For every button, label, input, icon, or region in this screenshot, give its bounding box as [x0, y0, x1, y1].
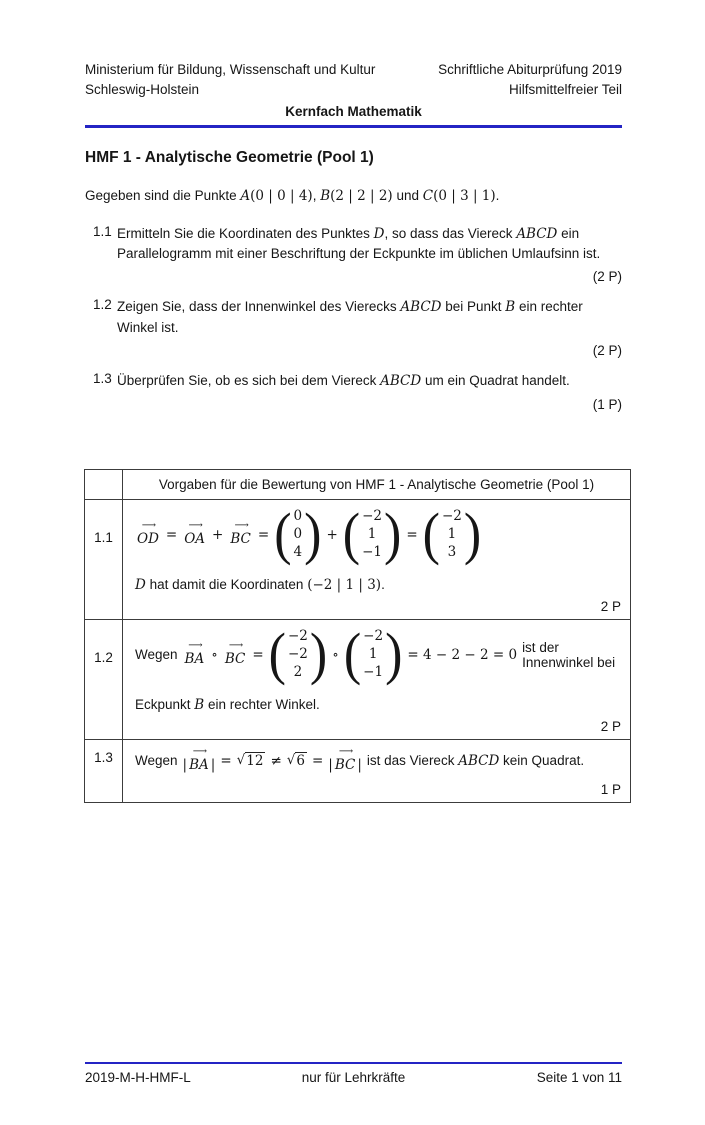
column-vector: ( 0 0 4 ): [274, 502, 322, 567]
footer-page-number: Seite 1 von 11: [536, 1070, 622, 1085]
paren-left: (: [422, 502, 440, 567]
task-points: (1 P): [592, 396, 622, 412]
vector-BA: ⟶ BA: [187, 748, 211, 773]
column-vector: ( −2 1 −1 ): [342, 502, 402, 567]
paren-left: (: [343, 622, 362, 687]
solution-text: ist das Viereck ABCD kein Quadrat.: [366, 752, 585, 769]
task-list: [85, 224, 622, 415]
square-root: √ 12: [236, 752, 264, 770]
radical-icon: √: [286, 752, 296, 769]
equals-sign: =: [165, 526, 178, 543]
plus-sign: +: [212, 526, 224, 543]
task-number: 1.3: [93, 371, 112, 387]
table-header-title: Vorgaben für die Bewertung von HMF 1 - Analytische Geometrie (Pool 1): [158, 477, 595, 493]
paren-right: ): [304, 502, 322, 567]
paren-right: ): [383, 502, 402, 567]
abs-bar: |: [328, 757, 333, 774]
task-number: 1.1: [93, 223, 112, 239]
header-subject: Kernfach Mathematik: [285, 104, 422, 120]
task-item-1-3: [85, 371, 622, 392]
column-vector: ( −2 1 3 ): [422, 502, 482, 567]
radical-icon: √: [236, 752, 246, 769]
vector-arrow-icon: ⟶: [192, 746, 208, 758]
paren-right: ): [309, 622, 328, 687]
scalar-product-result: = 4 − 2 − 2 = 0: [407, 646, 518, 663]
circle-operator: ∘: [332, 646, 339, 663]
footer-center: nur für Lehrkräfte: [301, 1070, 406, 1085]
header-left-line1: Ministerium für Bildung, Wissenschaft und Kultur: [85, 62, 376, 77]
vector-arrow-icon: ⟶: [234, 520, 249, 532]
paren-left: (: [268, 622, 286, 687]
paren-right: ): [463, 502, 482, 567]
task-item-1-1: [85, 224, 622, 264]
formula-suffix-text: ist der Innenwinkel bei: [522, 639, 616, 670]
task-text: Ermitteln Sie die Koordinaten des Punktes D, so dass das Viereck ABCD ein Parallelogramm mit einer Beschriftung der Eckpunkte im üblichen Umlaufsinn ist.: [117, 225, 601, 262]
paren-right: ): [385, 622, 403, 687]
paren-left: (: [274, 502, 292, 567]
formula-prefix-text: Wegen: [135, 647, 178, 663]
vector-arrow-icon: ⟶: [141, 520, 157, 532]
points-label: 2 P: [600, 719, 621, 735]
solution-text: D hat damit die Koordinaten (−2 | 1 | 3).: [135, 576, 385, 593]
formula-prefix-text: Wegen: [135, 753, 178, 769]
page-title: HMF 1 - Analytische Geometrie (Pool 1): [85, 149, 374, 167]
row-number: 1.1: [94, 530, 113, 546]
header-right-line2: Hilfsmittelfreier Teil: [508, 81, 622, 97]
vector-arrow-icon: ⟶: [338, 746, 354, 758]
equals-sign: =: [220, 752, 232, 769]
vector-BC: ⟶ BC: [223, 642, 248, 667]
page-header: [85, 60, 622, 128]
task-text: Überprüfen Sie, ob es sich bei dem Viereck ABCD um ein Quadrat handelt.: [117, 373, 570, 390]
table-row: [85, 500, 631, 620]
table-header-corner-cell: [85, 470, 123, 500]
solution-text: Eckpunkt B ein rechter Winkel.: [135, 696, 320, 713]
row-number-cell: [85, 500, 123, 620]
table-header-row: [85, 470, 631, 500]
column-vector: ( −2 1 −1 ): [343, 622, 403, 687]
header-left-line2: Schleswig-Holstein: [85, 81, 200, 97]
vector-OD: ⟶ OD: [135, 522, 161, 547]
vector-BA: ⟶ BA: [183, 642, 207, 667]
abs-bar: |: [210, 757, 216, 774]
vector-BC: ⟶ BC: [228, 522, 253, 547]
solution-cell: [123, 740, 631, 803]
row-number: 1.3: [94, 750, 113, 766]
header-rule: [85, 125, 622, 128]
row-number-cell: [85, 740, 123, 803]
vector-arrow-icon: ⟶: [228, 640, 244, 652]
row-number-cell: [85, 620, 123, 740]
formula-row-1-3: [135, 746, 621, 773]
abs-bar: |: [182, 757, 188, 774]
task-item-1-2: [85, 297, 622, 337]
formula-row-1-1: [135, 502, 621, 567]
points-label: 2 P: [600, 599, 621, 615]
table-header-cell: [123, 470, 631, 500]
table-row: [85, 740, 631, 803]
task-points: (2 P): [592, 342, 622, 358]
footer-document-code: 2019-M-H-HMF-L: [85, 1070, 191, 1085]
equals-sign: =: [311, 752, 324, 769]
task-points: (2 P): [592, 268, 622, 284]
column-vector: ( −2 −2 2 ): [268, 622, 328, 687]
task-text: Zeigen Sie, dass der Innenwinkel des Vierecks ABCD bei Punkt B ein rechter Winkel ist.: [117, 299, 583, 335]
vector-arrow-icon: ⟶: [188, 640, 203, 652]
equals-sign: =: [406, 526, 418, 543]
intro-paragraph: Gegeben sind die Punkte A(0 | 0 | 4), B(2 | 2 | 2) und C(0 | 3 | 1).: [85, 188, 500, 205]
paren-left: (: [342, 502, 361, 567]
header-right-line1: Schriftliche Abiturprüfung 2019: [438, 62, 622, 77]
table-row: [85, 620, 631, 740]
solution-cell: [123, 620, 631, 740]
not-equal-sign: ≠: [270, 752, 282, 769]
assessment-table: [84, 469, 631, 803]
task-number: 1.2: [93, 297, 112, 313]
equals-sign: =: [252, 646, 264, 663]
equals-sign: =: [257, 526, 270, 543]
header-left: [85, 60, 375, 99]
vector-OA: ⟶ OA: [182, 522, 207, 547]
page-footer: [85, 1062, 622, 1088]
points-label: 1 P: [600, 782, 621, 798]
solution-cell: [123, 500, 631, 620]
header-right: [438, 60, 622, 99]
row-number: 1.2: [94, 650, 113, 666]
abs-bar: |: [357, 757, 362, 774]
vector-BC: ⟶ BC: [333, 748, 358, 773]
circle-operator: ∘: [211, 646, 218, 663]
square-root: √ 6: [286, 752, 305, 770]
formula-row-1-2: [135, 622, 621, 687]
plus-sign: +: [326, 526, 338, 543]
vector-arrow-icon: ⟶: [188, 520, 203, 532]
footer-rule: [85, 1062, 622, 1064]
